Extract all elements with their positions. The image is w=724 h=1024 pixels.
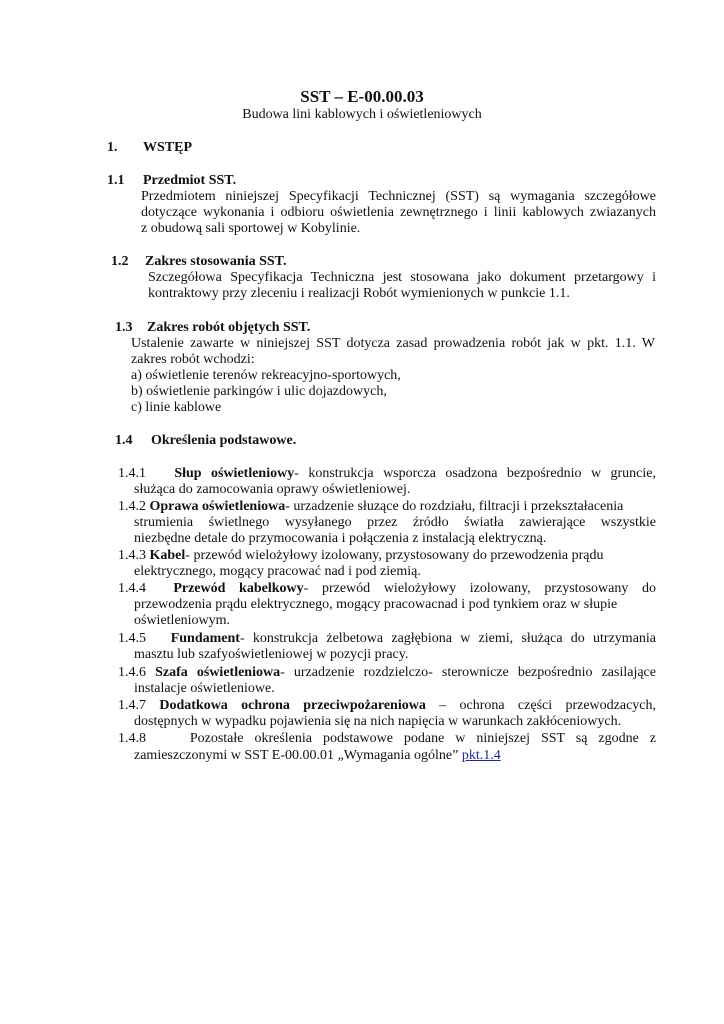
definition-term: Kabel bbox=[149, 548, 186, 563]
section-1-3-list-item: c) linie kablowe bbox=[131, 400, 222, 415]
definition-1-4-5 bbox=[118, 630, 656, 647]
section-1-3-list-item: a) oświetlenie terenów rekreacyjno-sportowych, bbox=[131, 368, 401, 383]
definition-text: zamieszczonymi w SST E-00.00.01 „Wymagania ogólne” bbox=[134, 748, 462, 763]
document-title: SST – E-00.00.03 bbox=[300, 87, 424, 106]
section-1-2-title: Zakres stosowania SST. bbox=[145, 254, 287, 269]
definition-number: 1.4.4 bbox=[118, 581, 146, 596]
section-1-1-line: dotyczące wykonania i odbioru oświetlenia zewnętrznego i linii kablowych zwiazanych bbox=[141, 205, 656, 220]
section-1-1-number: 1.1 bbox=[107, 173, 125, 188]
definition-continuation bbox=[134, 747, 501, 764]
definition-continuation: elektrycznego, mogący pracować nad i pod ziemią. bbox=[134, 564, 421, 579]
section-1-2-line: Szczegółowa Specyfikacja Techniczna jest stosowana jako dokument przetargowy i bbox=[148, 270, 656, 285]
definition-number: 1.4.5 bbox=[118, 631, 146, 646]
document-subtitle: Budowa lini kablowych i oświetleniowych bbox=[242, 107, 482, 122]
definition-continuation: przewodzenia prądu elektrycznego, mogący pracowacnad i pod tynkiem oraz w słupie bbox=[134, 597, 618, 612]
definition-text: Pozostałe określenia podstawowe podane w niniejszej SST są zgodne z bbox=[189, 731, 656, 746]
section-1-3-list-item: b) oświetlenie parkingów i ulic dojazdowych, bbox=[131, 384, 387, 399]
definition-term: Fundament bbox=[170, 631, 240, 646]
definition-text: - konstrukcja wsporcza osadzona bezpośrednio w gruncie, bbox=[294, 466, 656, 481]
section-1-3-number: 1.3 bbox=[115, 320, 133, 335]
definition-1-4-3 bbox=[118, 547, 603, 564]
definition-number: 1.4.1 bbox=[118, 466, 146, 481]
definition-text: - konstrukcja żelbetowa zagłębiona w ziemi, służąca do utrzymania bbox=[239, 631, 657, 646]
section-1-2-line: kontraktowy przy zleceniu i realizacji Robót wymienionych w punkcie 1.1. bbox=[148, 286, 570, 301]
section-1-4-number: 1.4 bbox=[115, 433, 133, 448]
definition-continuation: masztu lub szafyoświetleniowej w pozycji pracy. bbox=[134, 647, 409, 662]
definition-text: - urzadzenie słuzące do rozdziału, filtracji i przekształacenia bbox=[285, 499, 624, 514]
definition-term: Oprawa oświetleniowa bbox=[149, 499, 286, 514]
definition-text: – ochrona części przewodzacych, bbox=[425, 698, 657, 713]
definition-1-4-1 bbox=[118, 465, 656, 482]
section-1-3-title: Zakres robót objętych SST. bbox=[147, 320, 311, 335]
definition-term: Dodatkowa ochrona przeciwpożareniowa bbox=[159, 698, 426, 713]
definition-number: 1.4.2 bbox=[118, 499, 146, 514]
definition-term: Przewód kabelkowy bbox=[173, 581, 304, 596]
definition-continuation: niezbędne detale do przymocowania i połączenia z instalacją elektryczną. bbox=[134, 531, 547, 546]
definition-number: 1.4.6 bbox=[118, 665, 146, 680]
section-1-number: 1. bbox=[107, 140, 118, 155]
definition-1-4-7 bbox=[118, 697, 656, 714]
definition-number: 1.4.7 bbox=[118, 698, 146, 713]
definition-text: - przewód wielożyłowy izolowany, przystosowany do bbox=[303, 581, 656, 596]
definition-1-4-4 bbox=[118, 580, 656, 597]
definition-continuation: strumienia świetlnego wysyłanego przez źródło światła zawierające wszystkie bbox=[134, 515, 656, 530]
definition-number: 1.4.8 bbox=[118, 731, 146, 746]
definition-continuation: dostępnych w wypadku pojawienia się na nich napięcia w warunkach zakłóceniowych. bbox=[134, 714, 622, 729]
reference-link[interactable]: pkt.1.4 bbox=[461, 748, 501, 763]
definition-number: 1.4.3 bbox=[118, 548, 146, 563]
definition-1-4-2 bbox=[118, 498, 623, 515]
section-1-1-line: z obudową sali sportowej w Kobylinie. bbox=[141, 221, 361, 236]
definition-term: Słup oświetleniowy bbox=[174, 466, 295, 481]
definition-1-4-6 bbox=[118, 664, 656, 681]
definition-continuation: służąca do zamocowania oprawy oświetleniowej. bbox=[134, 482, 411, 497]
section-1-3-line: zakres robót wchodzi: bbox=[131, 352, 255, 367]
definition-continuation: oświetleniowym. bbox=[134, 613, 231, 628]
definition-1-4-8 bbox=[118, 730, 656, 747]
section-1-title: WSTĘP bbox=[143, 140, 193, 155]
definition-term: Szafa oświetleniowa bbox=[155, 665, 281, 680]
definition-text: - urzadzenie rozdzielczo- sterownicze bezpośrednio zasilające bbox=[280, 665, 656, 680]
section-1-4-title: Określenia podstawowe. bbox=[151, 433, 297, 448]
section-1-1-title: Przedmiot SST. bbox=[143, 173, 237, 188]
definition-text: - przewód wielożyłowy izolowany, przystosowany do przewodzenia prądu bbox=[185, 548, 604, 563]
section-1-3-line: Ustalenie zawarte w niniejszej SST dotycza zasad prowadzenia robót jak w pkt. 1.1. W bbox=[131, 336, 655, 351]
definition-continuation: instalacje oświetleniowe. bbox=[134, 681, 275, 696]
section-1-2-number: 1.2 bbox=[111, 254, 129, 269]
section-1-1-line: Przedmiotem niniejszej Specyfikacji Technicznej (SST) są wymagania szczegółowe bbox=[141, 189, 656, 204]
